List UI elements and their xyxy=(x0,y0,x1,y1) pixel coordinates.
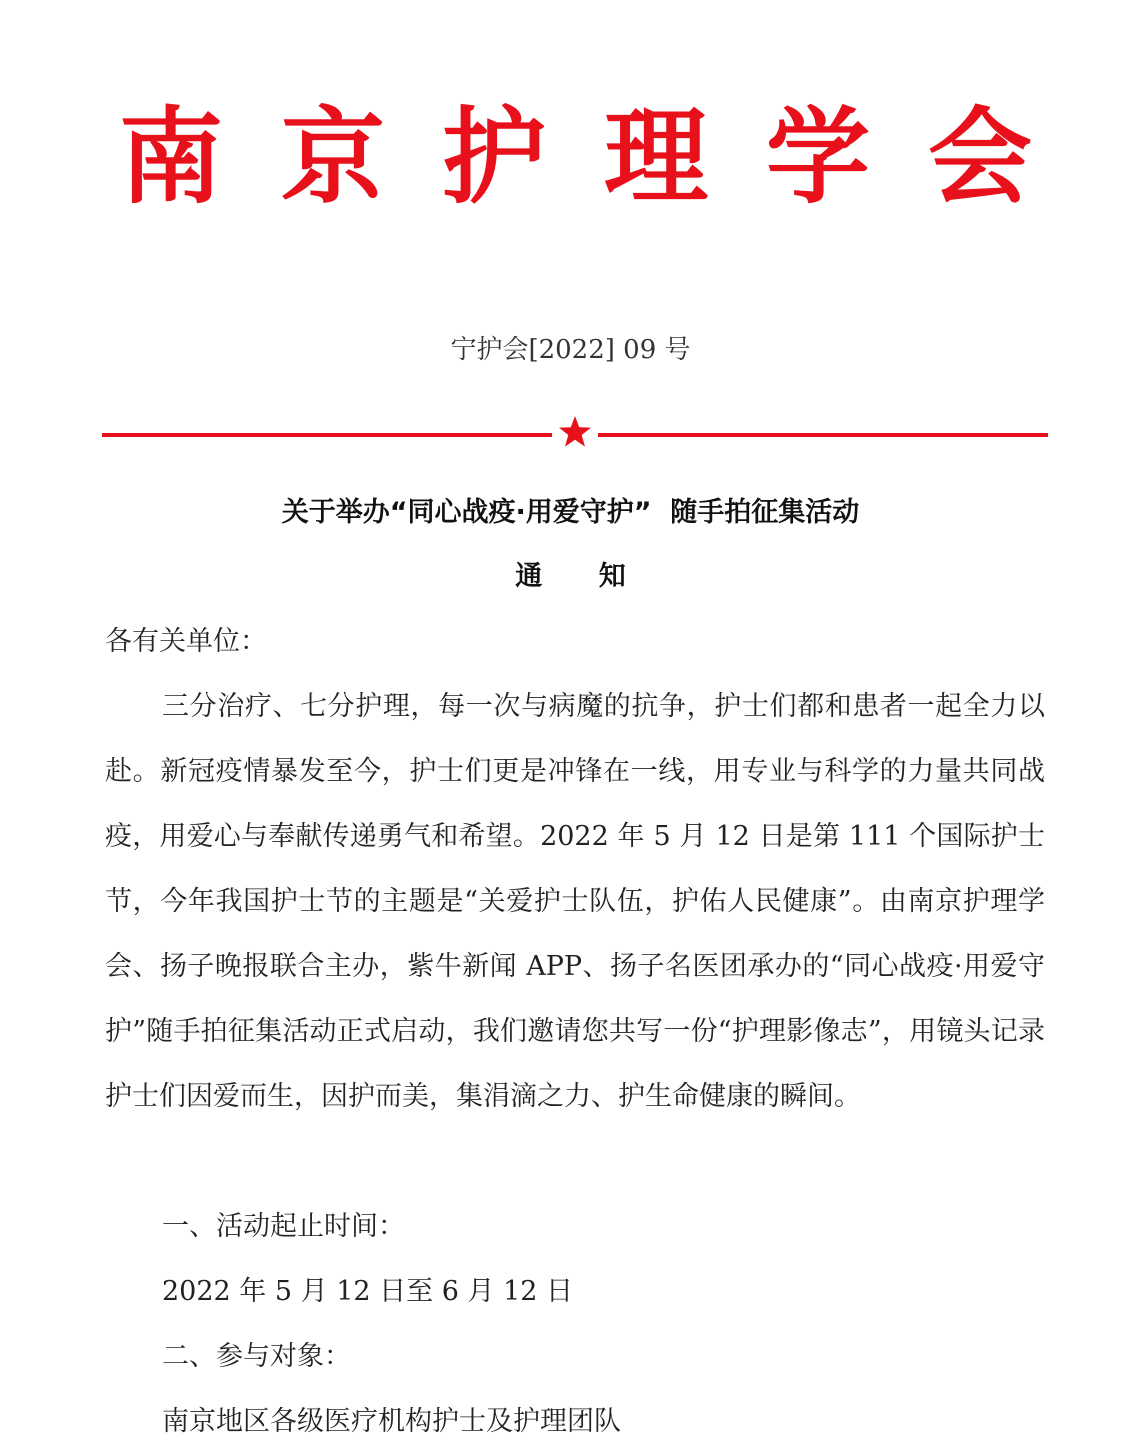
notice-title: 关于举办“同心战疫·用爱守护” 随手拍征集活动 xyxy=(281,497,860,528)
body-paragraph: 三分治疗、七分护理，每一次与病魔的抗争，护士们都和患者一起全力以赴。新冠疫情暴发至今，护士们更是冲锋在一线，用专业与科学的力量共同战疫，用爱心与奉献传递勇气和希望。2022 年 5 月 12 日是第 111 个国际护士节，今年我国护士节的主题是“关爱护士队伍，护佑人民健康”。由南京护理学会、扬子晚报联合主办，紫牛新闻 APP、扬子名医团承办的“同心战疫·用爱守护”随手拍征集活动正式启动，我们邀请您共写一份“护理影像志”，用镜头记录护士们因爱而生，因护而美，集涓滴之力、护生命健康的瞬间。 xyxy=(105,691,1045,1112)
org-title-char: 理 xyxy=(603,96,708,218)
star-icon xyxy=(557,414,593,450)
section-heading: 二、参与对象： xyxy=(162,1341,351,1372)
org-title-char: 会 xyxy=(927,96,1032,218)
org-title-char: 南 xyxy=(118,96,223,218)
section-heading: 一、活动起止时间： xyxy=(162,1211,405,1242)
section-content: 南京地区各级医疗机构护士及护理团队 xyxy=(162,1406,621,1437)
organization-title xyxy=(0,92,1141,222)
org-title-char: 护 xyxy=(441,96,546,218)
notice-subtitle: 通 知 xyxy=(515,561,626,592)
section-content: 2022 年 5 月 12 日至 6 月 12 日 xyxy=(162,1276,574,1307)
salutation: 各有关单位： xyxy=(105,626,267,657)
org-title-char: 学 xyxy=(765,96,870,218)
document-number: 宁护会[2022] 09 号 xyxy=(450,335,691,365)
red-divider-left xyxy=(102,433,552,437)
org-title-char: 京 xyxy=(280,96,385,218)
red-divider-right xyxy=(598,433,1048,437)
